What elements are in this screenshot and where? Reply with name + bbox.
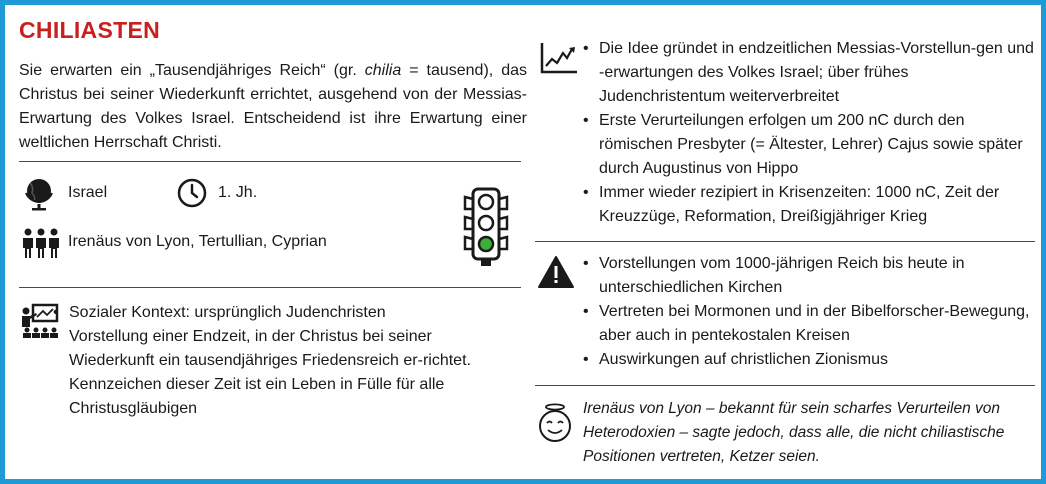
warning-bullet-list xyxy=(579,252,1037,372)
divider-right-1 xyxy=(535,241,1035,242)
halo-smiley-icon xyxy=(537,403,573,450)
intro-term: chilia xyxy=(364,62,402,79)
intro-part-2: = tausend), das Christus bei seiner Wiederkunft errichtet, ausgehend von der Messias-Erwartung des Volkes Israel. Entscheidend ist ihre Erwartung einer weltlichen Herrschaft Christi. xyxy=(19,62,528,151)
page-title: CHILIASTEN xyxy=(19,17,160,43)
list-item: • Vorstellungen vom 1000-jährigen Reich bis heute in unterschiedlichen Kirchen xyxy=(579,252,1037,300)
region-label: Israel xyxy=(68,184,108,201)
divider-right-2 xyxy=(535,385,1035,386)
list-item: • Auswirkungen auf christlichen Zionismus xyxy=(579,348,1037,372)
history-bullet-list xyxy=(579,37,1037,229)
trend-chart-icon xyxy=(539,41,579,80)
list-item: • Vertreten bei Mormonen und in der Bibelforscher-Bewegung, aber auch in pentekostalen Kreisen xyxy=(579,300,1037,348)
period-label: 1. Jh. xyxy=(218,184,258,201)
list-item: • Vorstellung einer Endzeit, in der Christus bei seiner Wiederkunft ein tausendjähriges Friedensreich er-richtet. Kennzeichen dieser Zeit ist ein Leben in Fülle für alle Christusgläubigen xyxy=(49,325,517,421)
clock-icon xyxy=(176,177,208,214)
list-item: • Erste Verurteilungen erfolgen um 200 nC durch den römischen Presbyter (= Ältester, Lehrer) Cajus sowie später durch Augustinus von Hippo xyxy=(579,109,1037,181)
divider-left-2 xyxy=(19,287,521,288)
list-item: • Sozialer Kontext: ursprünglich Judenchristen xyxy=(49,301,517,325)
divider-left-1 xyxy=(19,161,521,162)
warning-icon xyxy=(537,255,575,294)
context-bullet-list xyxy=(49,301,517,421)
irenaeus-quote: Irenäus von Lyon – bekannt für sein scharfes Verurteilen von Heterodoxien – sagte jedoch, dass alle, die nicht chiliastische Positionen vertreten, Ketzer seien. xyxy=(583,400,1005,465)
globe-icon xyxy=(21,177,57,216)
list-item: • Immer wieder rezipiert in Krisenzeiten: 1000 nC, Zeit der Kreuzzüge, Reformation, Dreißigjähriger Krieg xyxy=(579,181,1037,229)
list-item: • Die Idee gründet in endzeitlichen Messias-Vorstellun-gen und -erwartungen des Volkes Israel; über frühes Judenchristentum weiterverbreitet xyxy=(579,37,1037,109)
intro-part-1: Sie erwarten ein „Tausendjähriges Reich“ (gr. xyxy=(19,62,365,79)
intro-text xyxy=(19,59,527,155)
people-icon xyxy=(21,227,61,264)
traffic-light-icon xyxy=(463,187,509,272)
persons-label: Irenäus von Lyon, Tertullian, Cyprian xyxy=(68,233,327,250)
